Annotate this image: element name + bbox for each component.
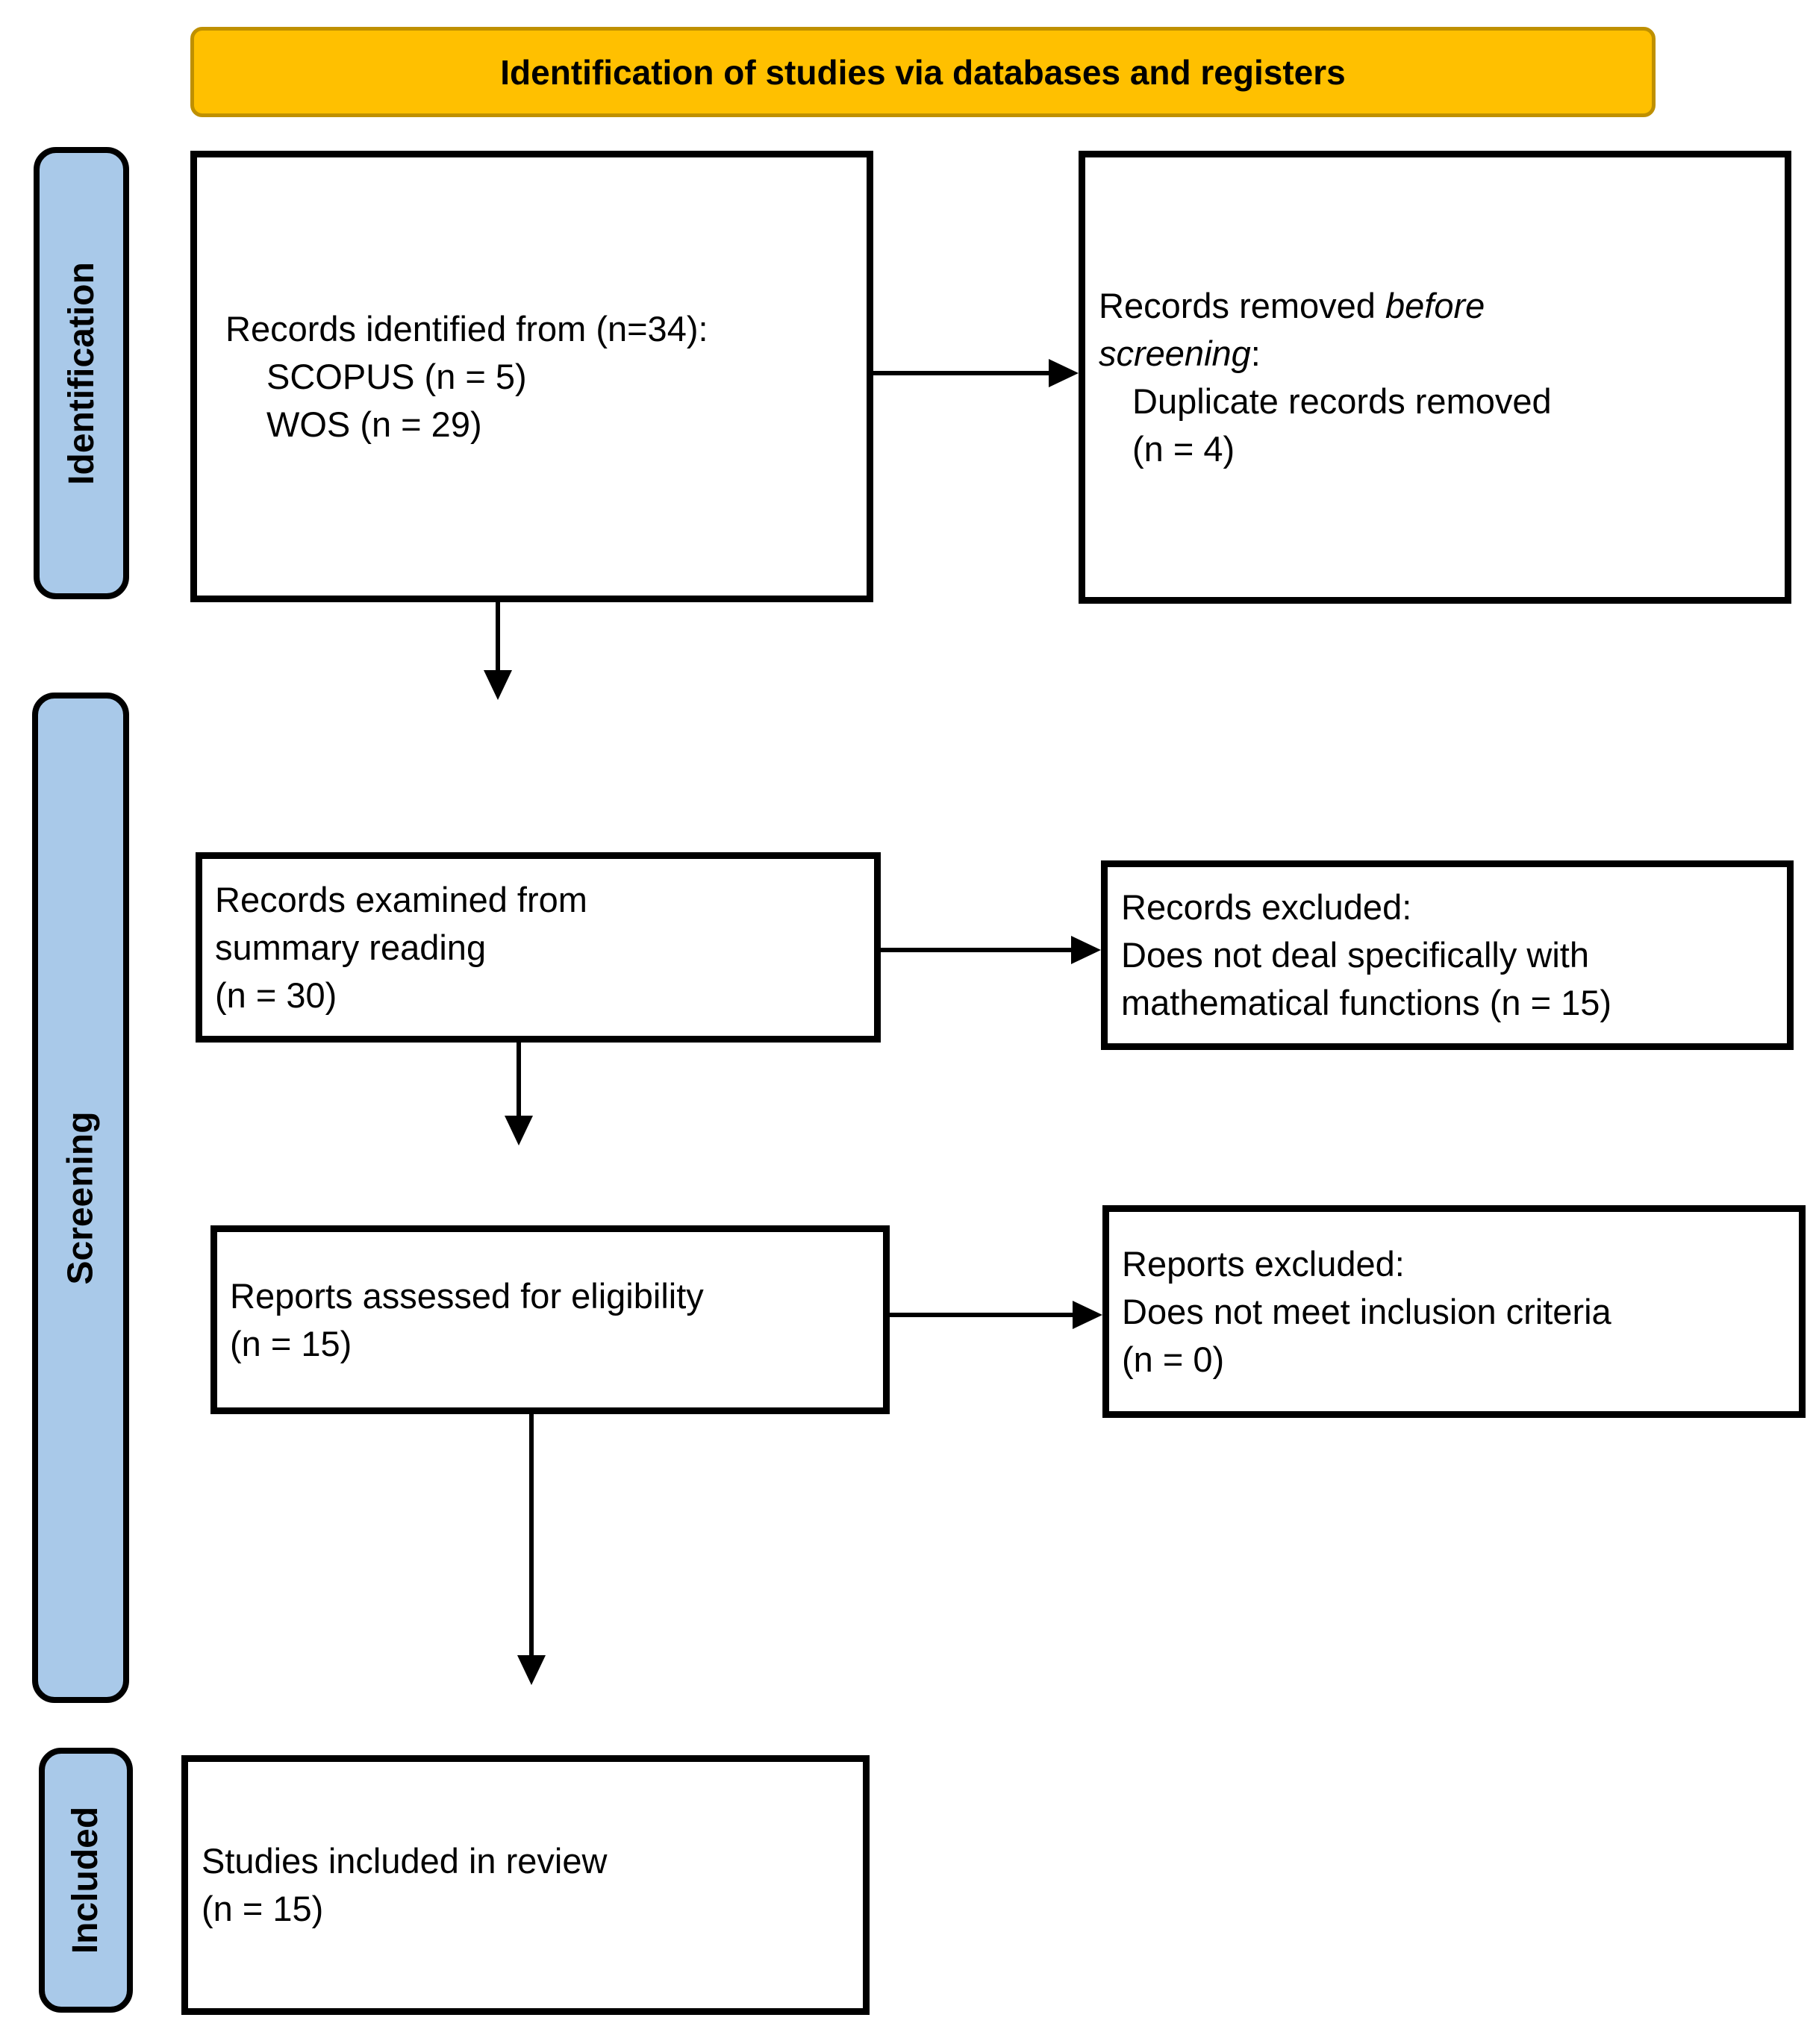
records-examined-line1: Records examined from <box>215 879 587 919</box>
box-records-excluded <box>1101 860 1794 1050</box>
box-records-removed <box>1079 151 1791 604</box>
reports-assessed-count: (n = 15) <box>230 1323 352 1363</box>
arrow-line <box>529 1414 534 1658</box>
stage-label-included <box>39 1748 133 2013</box>
records-excluded-title: Records excluded: <box>1121 887 1412 927</box>
reports-assessed-line1: Reports assessed for eligibility <box>230 1275 704 1316</box>
box-records-identified <box>190 151 873 602</box>
records-removed-line2 <box>1099 330 1785 378</box>
reports-excluded-count: (n = 0) <box>1122 1339 1225 1379</box>
reports-excluded-reason: Does not meet inclusion criteria <box>1122 1291 1611 1331</box>
stage-label-included-text: Included <box>66 1806 106 1954</box>
records-examined-line2: summary reading <box>215 927 487 967</box>
records-removed-item-duplicates: Duplicate records removed <box>1132 381 1552 421</box>
box-reports-excluded <box>1102 1205 1806 1418</box>
arrow-line <box>496 602 500 673</box>
records-identified-title: Records identified from (n=34): <box>225 308 708 349</box>
records-removed-line1 <box>1099 282 1785 330</box>
records-excluded-reason-line2: mathematical functions (n = 15) <box>1121 983 1612 1022</box>
arrow-line <box>517 1043 521 1119</box>
banner <box>190 27 1656 117</box>
stage-label-identification <box>34 147 129 599</box>
banner-title: Identification of studies via databases and registers <box>500 52 1346 92</box>
arrow-line <box>890 1313 1076 1317</box>
arrow-right-icon <box>1073 1301 1102 1329</box>
stage-label-screening <box>32 693 129 1703</box>
arrow-line <box>881 948 1074 952</box>
arrow-down-icon <box>505 1116 533 1146</box>
records-identified-item-wos: WOS (n = 29) <box>266 404 482 444</box>
records-identified-item-scopus: SCOPUS (n = 5) <box>266 356 527 396</box>
records-removed-lead: Records removed <box>1099 285 1385 325</box>
records-removed-italic-screening: screening <box>1099 333 1251 373</box>
studies-included-count: (n = 15) <box>202 1889 324 1928</box>
records-removed-colon: : <box>1250 333 1261 373</box>
arrow-line <box>873 371 1052 375</box>
records-removed-italic-before: before <box>1385 285 1485 325</box>
arrow-right-icon <box>1049 359 1079 387</box>
records-examined-count: (n = 30) <box>215 975 337 1015</box>
stage-label-screening-text: Screening <box>60 1110 101 1285</box>
box-records-examined <box>196 852 881 1043</box>
stage-label-identification-text: Identification <box>61 261 102 485</box>
records-excluded-reason-line1: Does not deal specifically with <box>1121 935 1589 975</box>
box-studies-included <box>181 1755 870 2015</box>
reports-excluded-title: Reports excluded: <box>1122 1243 1405 1284</box>
box-reports-assessed <box>210 1225 890 1414</box>
studies-included-line1: Studies included in review <box>202 1841 608 1881</box>
arrow-right-icon <box>1071 936 1101 964</box>
arrow-down-icon <box>484 670 512 700</box>
arrow-down-icon <box>517 1655 546 1685</box>
records-removed-item-count: (n = 4) <box>1132 428 1235 469</box>
